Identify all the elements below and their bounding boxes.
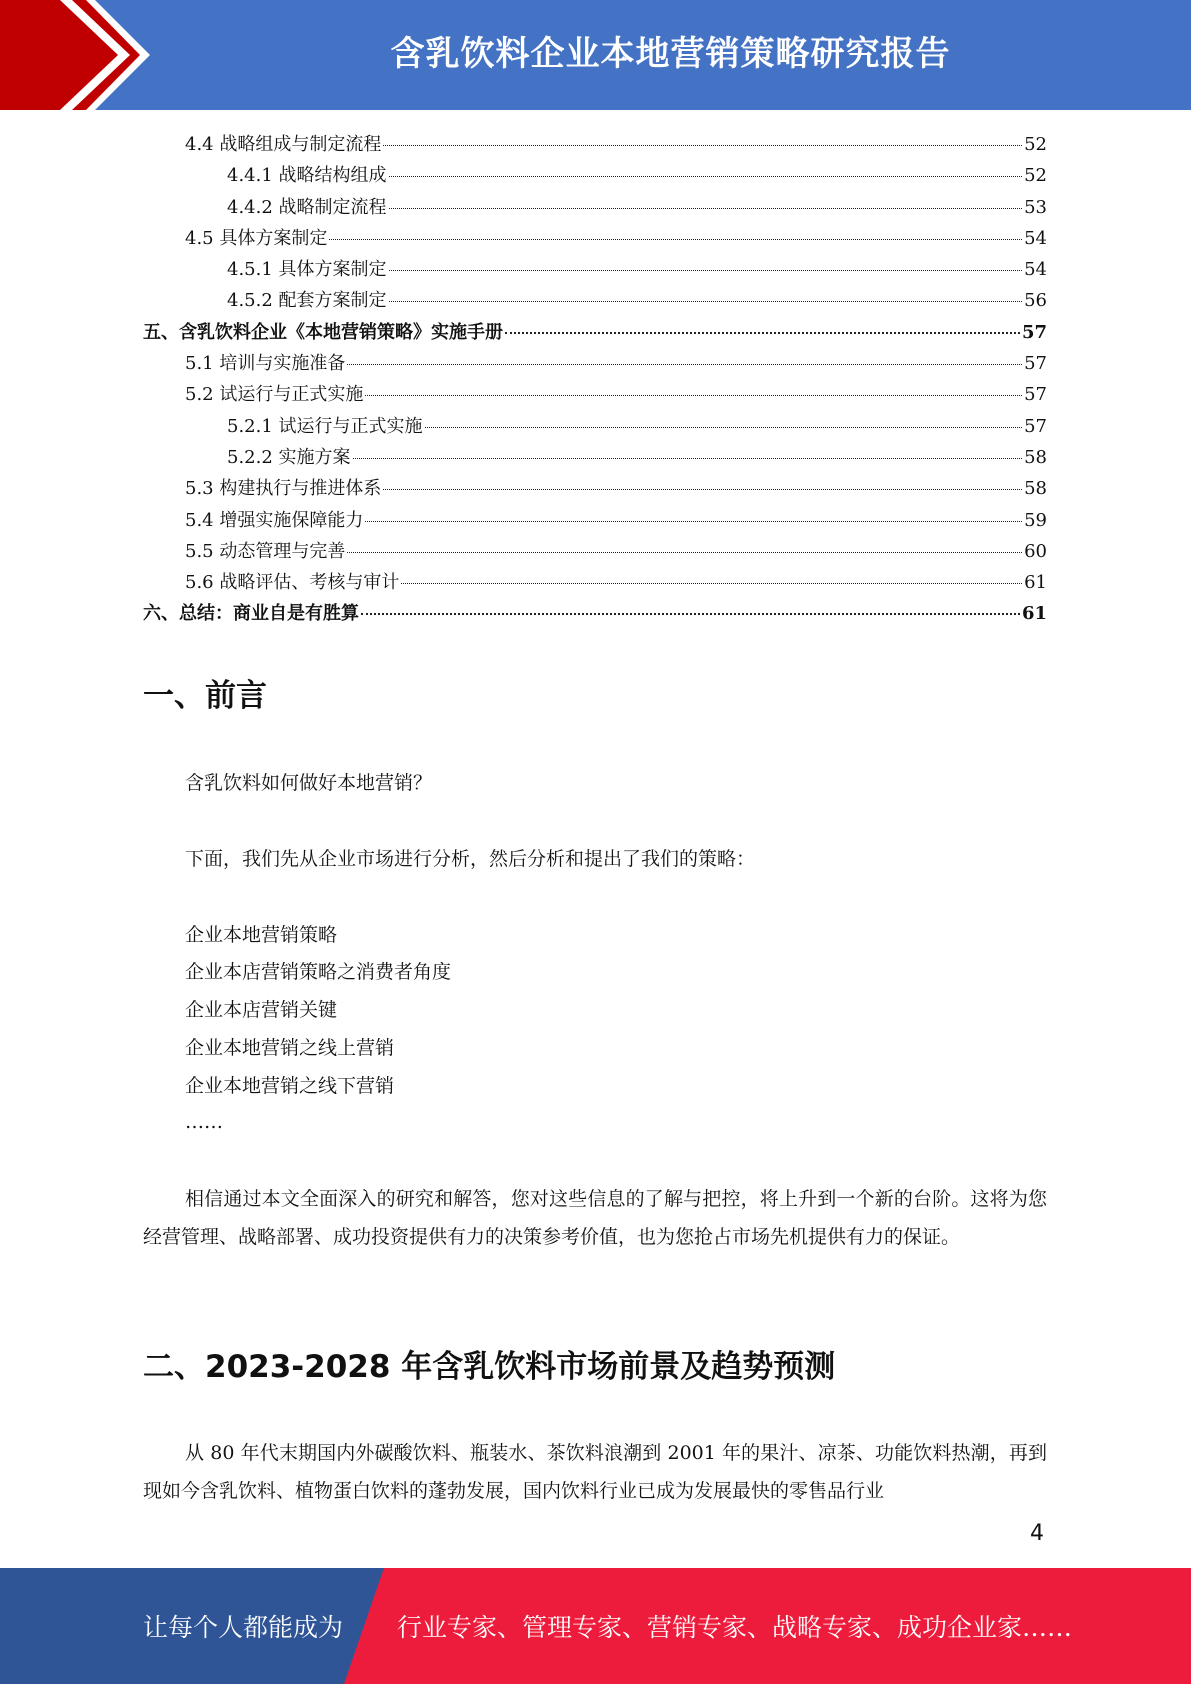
toc-entry-label: 5.4 增强实施保障能力 [185,509,364,531]
toc-entry-label: 5.3 构建执行与推进体系 [185,478,382,500]
toc-entry-page: 57 [1024,353,1047,375]
toc-entry[interactable] [143,598,1047,629]
preface-question: 含乳饮料如何做好本地营销？ [185,772,433,794]
report-title: 含乳饮料企业本地营销策略研究报告 [390,34,951,74]
toc-dot-leader [329,239,1022,240]
toc-dot-leader [365,521,1022,522]
toc-entry-page: 54 [1024,227,1047,249]
section-heading-preface: 一、前言 [143,678,267,714]
toc-entry-page: 57 [1024,384,1047,406]
toc-entry[interactable] [143,348,1047,379]
toc-entry-label: 4.4 战略组成与制定流程 [185,134,382,155]
toc-entry-label: 5.2.2 实施方案 [227,446,351,468]
toc-entry-page: 58 [1024,478,1047,500]
toc-entry-page: 61 [1021,603,1047,625]
toc-entry-label: 4.5.2 配套方案制定 [227,290,387,312]
toc-entry[interactable] [143,285,1047,316]
strategy-list-item: 企业本地营销之线下营销 [185,1075,395,1097]
toc-dot-leader [505,332,1020,334]
toc-entry-page: 54 [1024,259,1047,281]
toc-entry[interactable] [143,411,1047,442]
preface-closing-paragraph: 相信通过本文全面深入的研究和解答，您对这些信息的了解与把控，将上升到一个新的台阶。这将为您经营管理、战略部署、成功投资提供有力的决策参考价值，也为您抢占市场先机提供有力的保证。 [143,1188,1047,1248]
strategy-list-item: 企业本店营销策略之消费者角度 [185,961,452,983]
header-arrow-decoration [0,0,160,110]
strategy-list-item: 企业本地营销之线上营销 [185,1037,395,1059]
toc-entry[interactable] [143,129,1047,160]
toc-entry-page: 57 [1021,321,1047,343]
toc-entry-page: 56 [1024,290,1047,312]
toc-entry[interactable] [143,317,1047,348]
toc-entry[interactable] [143,536,1047,567]
toc-entry-page: 52 [1024,165,1047,187]
list-ellipsis: …… [185,1111,223,1133]
page-header [0,0,1191,110]
toc-entry[interactable] [143,505,1047,536]
toc-dot-leader [347,364,1022,365]
toc-entry[interactable] [143,160,1047,191]
toc-entry[interactable] [143,473,1047,504]
toc-entry[interactable] [143,567,1047,598]
strategy-list-item: 企业本地营销策略 [185,924,338,946]
toc-entry-page: 61 [1024,572,1047,594]
toc-entry-label: 4.5 具体方案制定 [185,227,328,249]
toc-dot-leader [401,583,1022,584]
toc-entry[interactable] [143,379,1047,410]
toc-dot-leader [347,552,1022,553]
page-footer [0,1568,1191,1684]
preface-intro: 下面，我们先从企业市场进行分析，然后分析和提出了我们的策略： [185,848,756,870]
toc-dot-leader [383,145,1022,146]
toc-entry-page: 57 [1024,415,1047,437]
toc-entry-page: 52 [1024,134,1047,155]
toc-entry-page: 59 [1024,509,1047,531]
toc-entry-label: 5.2 试运行与正式实施 [185,384,364,406]
footer-slogan-right: 行业专家、管理专家、营销专家、战略专家、成功企业家…… [397,1613,1073,1642]
toc-dot-leader [361,613,1020,615]
market-outlook-paragraph: 从 80 年代末期国内外碳酸饮料、瓶装水、茶饮料浪潮到 2001 年的果汁、凉茶、功能饮料热潮，再到现如今含乳饮料、植物蛋白饮料的蓬勃发展，国内饮料行业已成为发展最快的零售品行业 [143,1442,1047,1502]
toc-entry-page: 53 [1024,196,1047,218]
toc-dot-leader [389,301,1023,302]
toc-dot-leader [389,176,1023,177]
toc-entry-label: 4.4.1 战略结构组成 [227,165,387,187]
toc-entry[interactable] [143,254,1047,285]
toc-entry-label: 4.5.1 具体方案制定 [227,259,387,281]
toc-entry-label: 六、总结：商业自是有胜算 [143,603,359,625]
toc-dot-leader [365,395,1022,396]
toc-entry-label: 5.1 培训与实施准备 [185,353,346,375]
toc-entry[interactable] [143,192,1047,223]
toc-entry[interactable] [143,223,1047,254]
strategy-list-item: 企业本店营销关键 [185,999,338,1021]
toc-dot-leader [389,208,1023,209]
page-number: 4 [1030,1521,1044,1546]
toc-entry-label: 5.2.1 试运行与正式实施 [227,415,423,437]
section-heading-market-outlook: 二、2023-2028 年含乳饮料市场前景及趋势预测 [143,1349,836,1385]
footer-slogan-left: 让每个人都能成为 [143,1613,344,1642]
toc-dot-leader [389,270,1023,271]
toc-dot-leader [383,489,1022,490]
toc-entry-page: 60 [1024,540,1047,562]
toc-dot-leader [425,427,1023,428]
toc-entry[interactable] [143,442,1047,473]
toc-entry-label: 五、含乳饮料企业《本地营销策略》实施手册 [143,321,503,343]
toc-entry-page: 58 [1024,446,1047,468]
toc-dot-leader [353,458,1023,459]
toc-entry-label: 5.6 战略评估、考核与审计 [185,572,400,594]
table-of-contents [143,129,1047,630]
toc-entry-label: 5.5 动态管理与完善 [185,540,346,562]
toc-entry-label: 4.4.2 战略制定流程 [227,196,387,218]
